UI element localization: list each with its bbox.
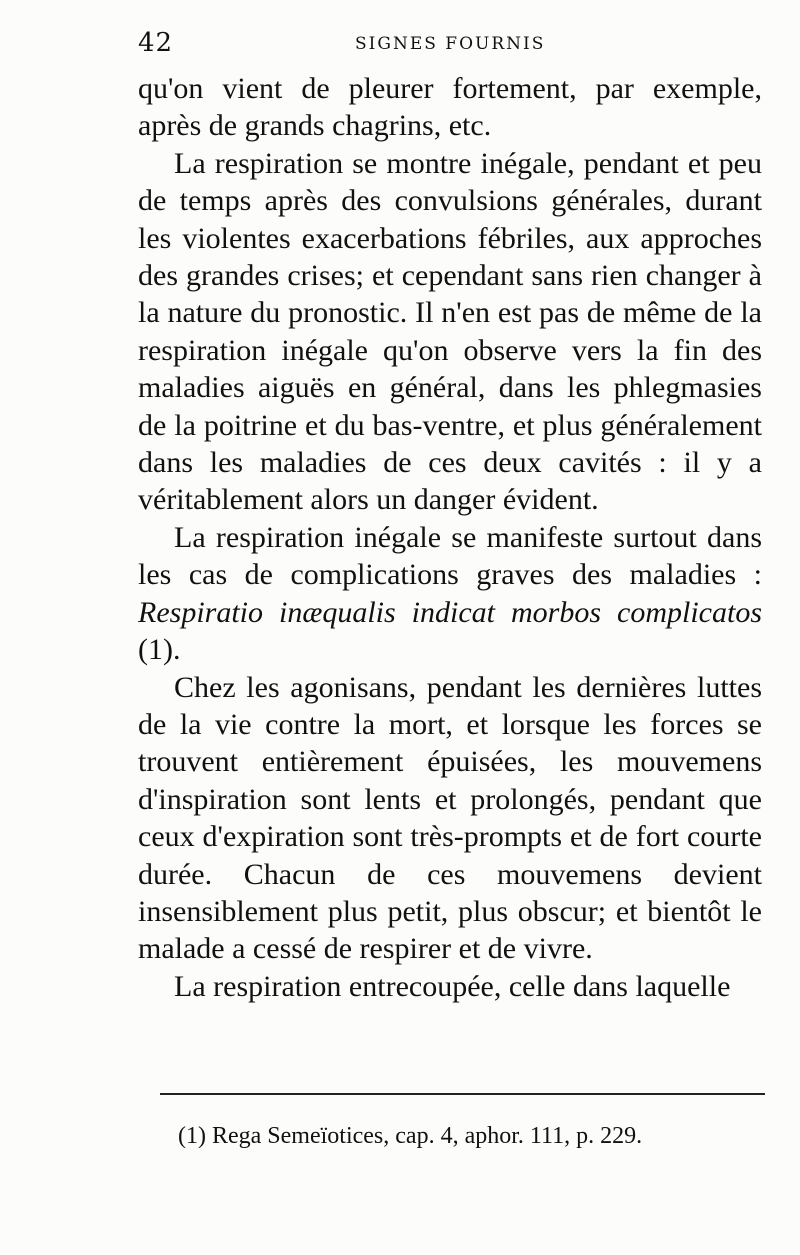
footnote-reference: (1). (138, 633, 181, 667)
paragraph-interrupted-respiration: La respiration entrecoupée, celle dans laquelle (174, 969, 731, 1003)
paragraph-complications (138, 519, 762, 669)
page-number: 42 (138, 28, 174, 58)
footnote: (1) Rega Semeïotices, cap. 4, aphor. 111, p. 229. (178, 1123, 643, 1149)
paragraph-agony: Chez les agonisans, pendant les dernières luttes de la vie contre la mort, et lorsque les forces se trouvent entièrement épuisées, les mouvemens d'inspiration sont lents et prolongés, pendant que ceux d'expiration sont très-prompts et de fort courte durée. Chacun de ces mouvemens devient insensiblement plus petit, plus obscur; et bientôt le malade a cessé de respirer et de vivre. (138, 670, 762, 966)
paragraph-complications-text: La respiration inégale se manifeste surtout dans les cas de complications graves des maladies : (138, 520, 762, 592)
footnote-rule (160, 1093, 765, 1095)
body-text (138, 70, 762, 1005)
paragraph-continuation: qu'on vient de pleurer fortement, par exemple, après de grands chagrins, etc. (138, 72, 762, 143)
running-title: SIGNES FOURNIS (355, 34, 546, 54)
latin-quote: Respiratio inæqualis indicat morbos complicatos (138, 595, 762, 629)
paragraph-inequal-respiration: La respiration se montre inégale, pendant et peu de temps après des convulsions générales, durant les violentes exacerbations fébriles, aux approches des grandes crises; et cependant sans rien changer à la nature du pronostic. Il n'en est pas de même de la respiration inégale qu'on observe vers la fin des maladies aiguës en général, dans les phlegmasies de la poitrine et du bas-ventre, et plus généralement dans les maladies de ces deux cavités : il y a véritablement alors un danger évident. (138, 146, 762, 517)
